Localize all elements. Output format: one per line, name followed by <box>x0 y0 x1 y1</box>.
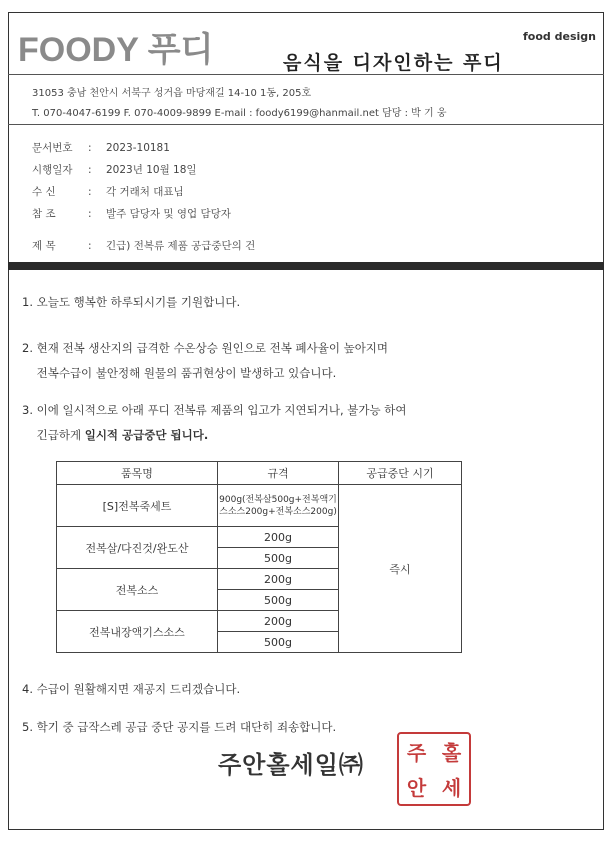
item-spec: 900g(전복살500g+전복액기스소스200g+전복소스200g) <box>218 485 339 527</box>
divider <box>8 74 604 75</box>
item-spec: 200g <box>218 569 339 590</box>
paragraph-4: 4. 수급이 원활해지면 재공지 드리겠습니다. <box>22 682 241 696</box>
col-header-spec: 규격 <box>218 462 339 485</box>
item-spec: 200g <box>218 527 339 548</box>
paragraph-1: 1. 오늘도 행복한 하루되시기를 기원합니다. <box>22 295 241 309</box>
item-name: 전복살/다진것/완도산 <box>57 527 218 569</box>
company-address: 31053 충남 천안시 서북구 성거읍 마당재길 14-10 1동, 205호 <box>32 88 312 99</box>
tagline: food design <box>523 30 596 43</box>
item-name: [S]전복죽세트 <box>57 485 218 527</box>
section-bar <box>8 262 604 270</box>
slogan: 음식을 디자인하는 푸디 <box>283 52 504 74</box>
item-spec: 500g <box>218 548 339 569</box>
company-logo: FOODY 푸디 <box>18 31 214 69</box>
meta-row: 문서번호 : 2023-10181 <box>32 142 170 154</box>
item-spec: 500g <box>218 590 339 611</box>
item-name: 전복소스 <box>57 569 218 611</box>
supply-stop-timing: 즉시 <box>339 485 462 653</box>
company-seal: 주 홀 안 세 <box>397 732 471 806</box>
divider <box>8 124 604 125</box>
product-table <box>56 461 462 653</box>
col-header-item: 품목명 <box>57 462 218 485</box>
meta-row: 참 조 : 발주 담당자 및 영업 담당자 <box>32 208 231 220</box>
signature-name: 주안홀세일㈜ <box>218 751 364 779</box>
meta-row: 수 신 : 각 거래처 대표님 <box>32 186 184 198</box>
item-spec: 200g <box>218 611 339 632</box>
subject-row: 제 목 : 긴급) 전복류 제품 공급중단의 건 <box>32 240 256 252</box>
paragraph-3: 3. 이에 일시적으로 아래 푸디 전복류 제품의 입고가 지연되거나, 불가능 하여 긴급하게 일시적 공급중단 됩니다. <box>22 403 407 442</box>
item-spec: 500g <box>218 632 339 653</box>
company-contact: T. 070-4047-6199 F. 070-4009-9899 E-mail : foody6199@hanmail.net 담당 : 박 기 웅 <box>32 108 447 119</box>
col-header-timing: 공급중단 시기 <box>339 462 462 485</box>
paragraph-5: 5. 학기 중 급작스레 공급 중단 공지를 드려 대단히 죄송합니다. <box>22 720 337 734</box>
meta-row: 시행일자 : 2023년 10월 18일 <box>32 164 197 176</box>
paragraph-2: 2. 현재 전복 생산지의 급격한 수온상승 원인으로 전복 폐사율이 높아지며 전복수급이 불안정해 원물의 품귀현상이 발생하고 있습니다. <box>22 341 389 380</box>
item-name: 전복내장액기스소스 <box>57 611 218 653</box>
